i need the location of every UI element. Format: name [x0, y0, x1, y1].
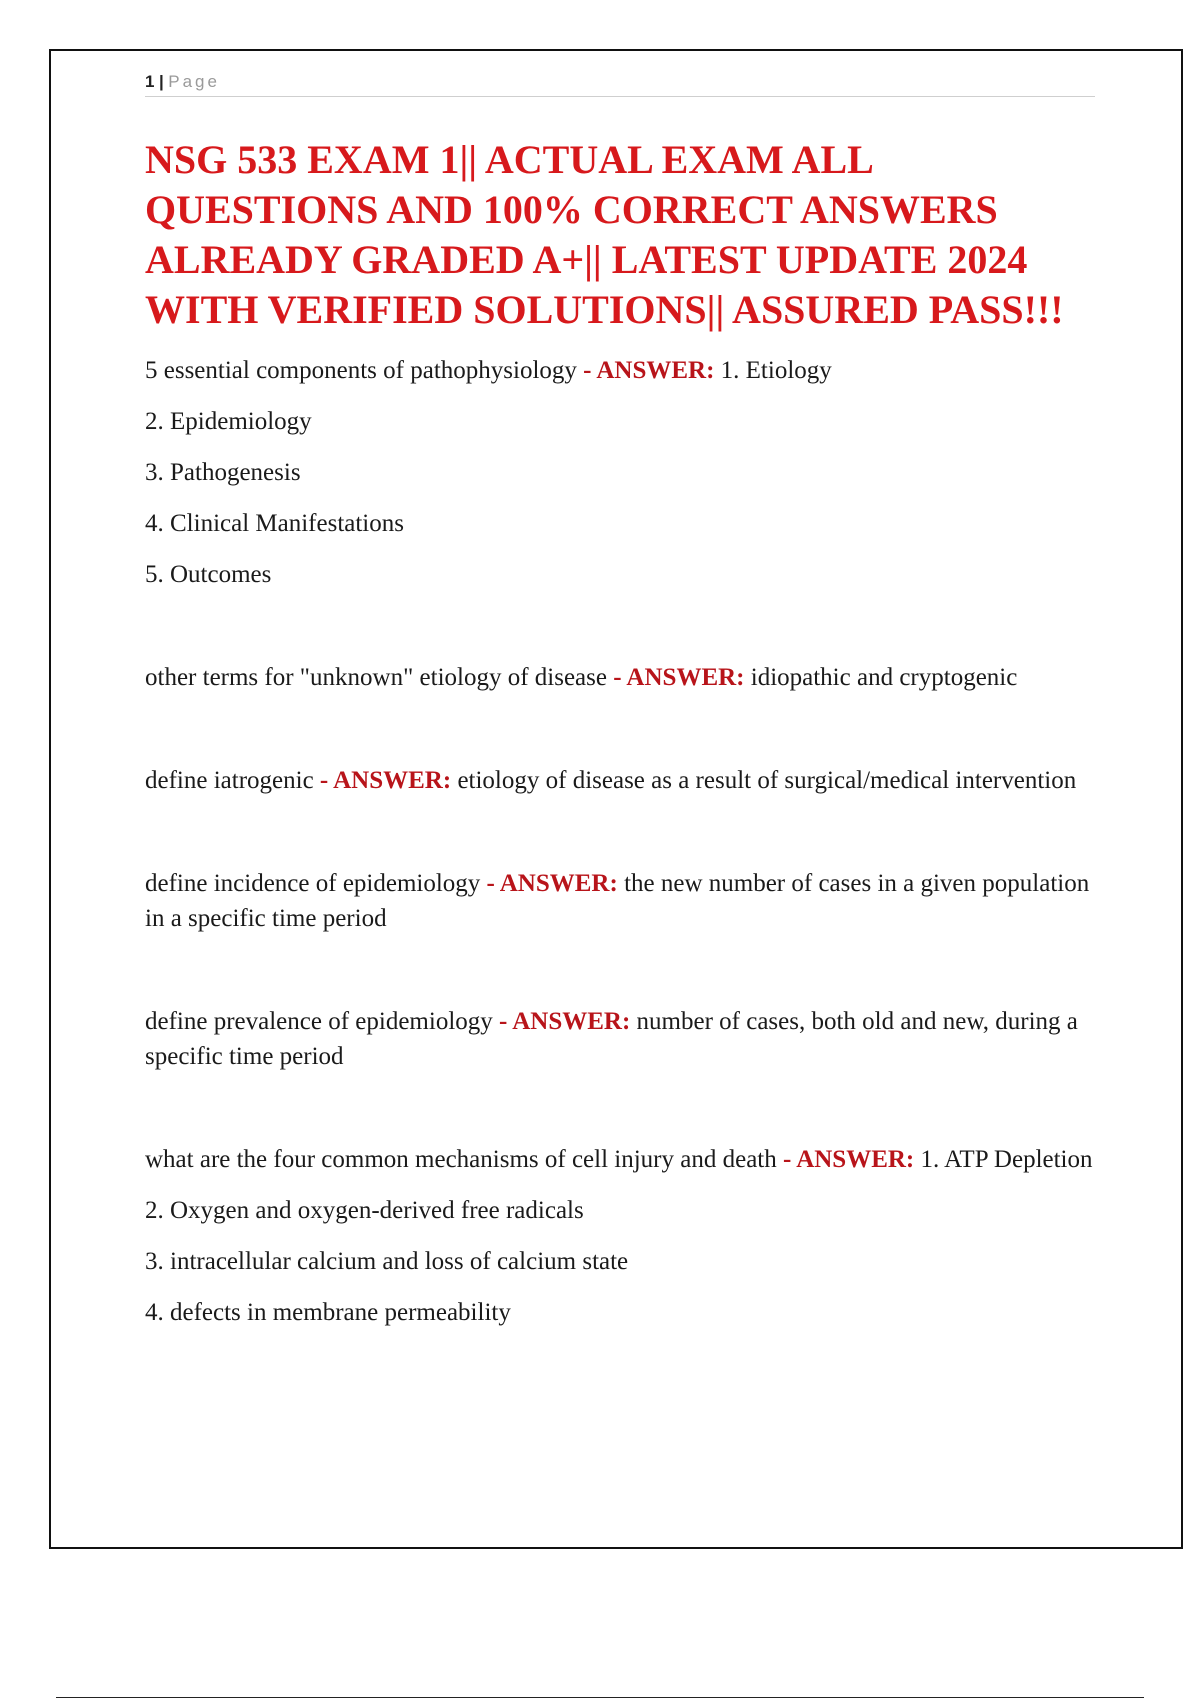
answer-marker: - ANSWER: — [613, 664, 745, 691]
spacer — [145, 936, 1095, 1004]
spacer — [145, 695, 1095, 763]
spacer — [145, 798, 1095, 866]
answer-marker: - ANSWER: — [583, 357, 715, 384]
answer-marker: - ANSWER: — [319, 767, 452, 794]
answer-marker: - ANSWER: — [783, 1146, 915, 1173]
answer-text: idiopathic and cryptogenic — [750, 664, 1018, 691]
answer-text: etiology of disease as a result of surgical/medical intervention — [457, 767, 1077, 794]
document-title: NSG 533 EXAM 1|| ACTUAL EXAM ALL QUESTIONS AND 100% CORRECT ANSWERS ALREADY GRADED A+|| LATEST UPDATE 2024 WITH VERIFIED SOLUTIONS|| ASSURED PASS!!! — [145, 137, 1064, 332]
qa-list — [145, 353, 1095, 1330]
qa-item — [145, 353, 1095, 388]
page-header — [145, 72, 1095, 97]
answer-line: 2. Epidemiology — [145, 408, 312, 435]
answer-line: 5. Outcomes — [145, 561, 272, 588]
answer-text: the new number of cases in a given population in a specific time period — [145, 870, 1090, 932]
answer-line: 3. intracellular calcium and loss of calcium state — [145, 1248, 629, 1275]
answer-text: 1. Etiology — [720, 357, 832, 384]
answer-marker: - ANSWER: — [486, 870, 618, 897]
page-content — [145, 72, 1095, 1330]
spacer — [145, 1074, 1095, 1142]
question-text: define incidence of epidemiology — [145, 870, 481, 897]
qa-item — [145, 763, 1095, 798]
answer-line: 2. Oxygen and oxygen-derived free radicals — [145, 1197, 584, 1224]
spacer — [145, 592, 1095, 660]
answer-line: 3. Pathogenesis — [145, 459, 301, 486]
qa-item — [145, 660, 1095, 695]
question-text: what are the four common mechanisms of cell injury and death — [145, 1146, 777, 1173]
answer-text: 1. ATP Depletion — [920, 1146, 1093, 1173]
question-text: define iatrogenic — [145, 767, 314, 794]
answer-line: 4. defects in membrane permeability — [145, 1299, 511, 1326]
qa-item — [145, 1142, 1095, 1177]
question-text: other terms for "unknown" etiology of disease — [145, 664, 607, 691]
question-text: define prevalence of epidemiology — [145, 1008, 493, 1035]
page-word: Page — [168, 72, 220, 91]
answer-marker: - ANSWER: — [499, 1008, 631, 1035]
qa-item — [145, 866, 1095, 936]
page-separator: | — [158, 72, 165, 91]
footer-rule — [56, 1697, 1144, 1698]
page-number: 1 — [145, 72, 155, 91]
answer-line: 4. Clinical Manifestations — [145, 510, 404, 537]
answer-text: number of cases, both old and new, during a specific time period — [145, 1008, 1078, 1070]
qa-item — [145, 1004, 1095, 1074]
question-text: 5 essential components of pathophysiology — [145, 357, 577, 384]
